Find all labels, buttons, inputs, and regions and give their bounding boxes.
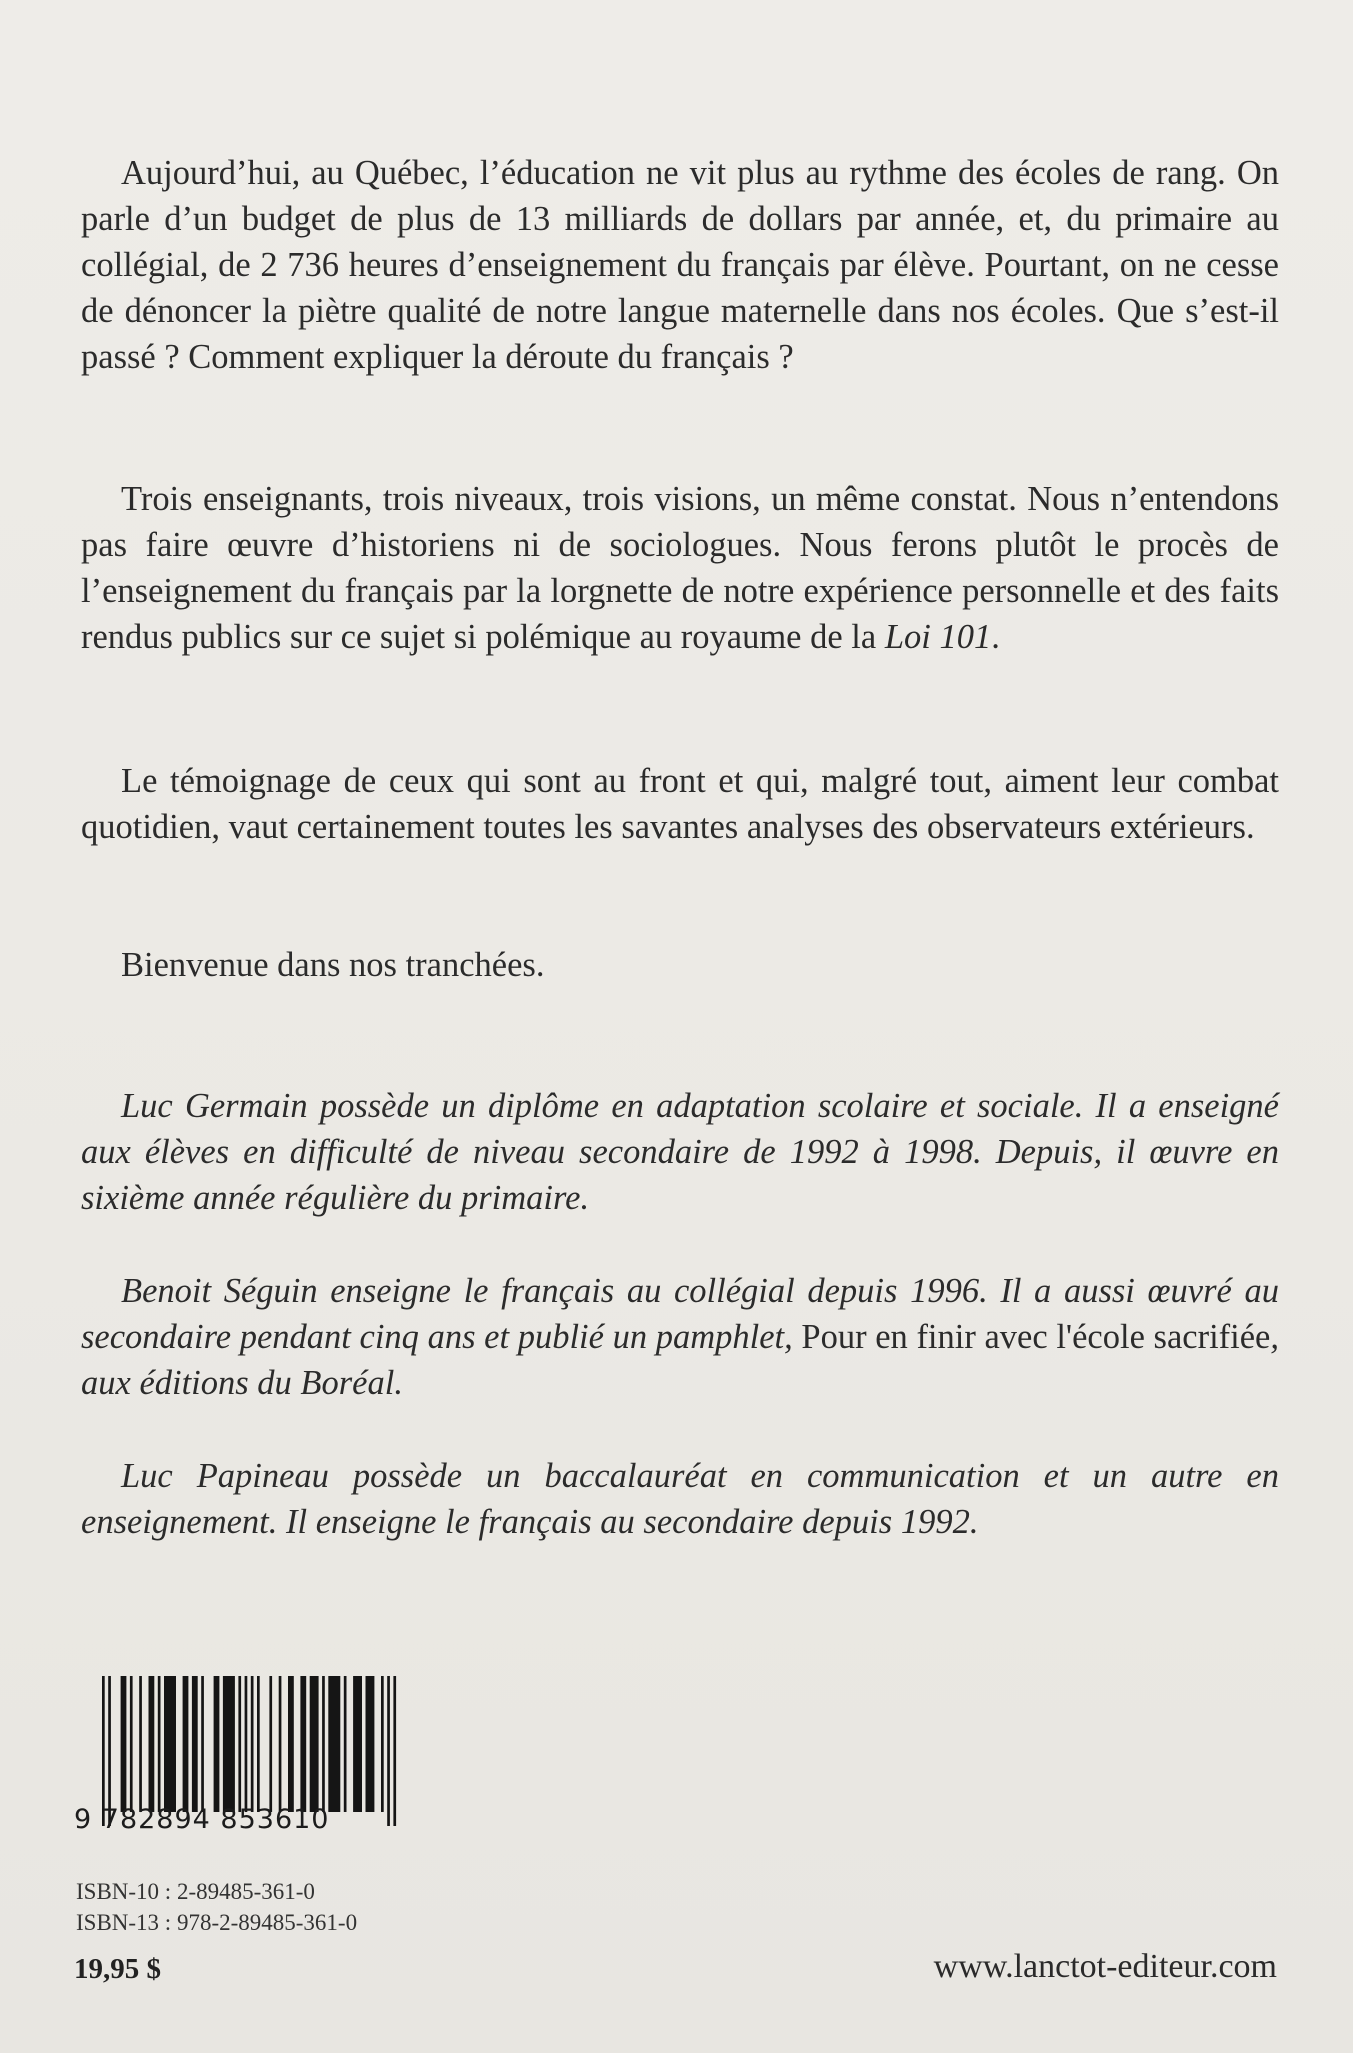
barcode-bar xyxy=(201,1676,204,1812)
authors-paragraph-end: . xyxy=(991,618,1000,656)
law-title: Loi 101 xyxy=(884,618,992,656)
barcode-bar xyxy=(353,1676,362,1812)
bio-benoit-seguin-text: Benoit Séguin enseigne le français au collégial depuis 1996. Il a aussi œuvré au secondaire pendant cinq ans et publié un pamphlet, xyxy=(81,1272,1279,1356)
barcode-bar xyxy=(279,1676,282,1812)
barcode-bar xyxy=(387,1676,390,1826)
barcode-bar xyxy=(130,1676,133,1812)
isbn-10: ISBN-10 : 2-89485-361-0 xyxy=(76,1879,315,1904)
barcode-bar xyxy=(183,1676,189,1812)
bio-luc-germain: Luc Germain possède un diplôme en adaptation scolaire et sociale. Il a enseigné aux élèves en difficulté de niveau secondaire de 1992 à 1998. Depuis, il œuvre en sixième année régulière du primaire. xyxy=(81,1087,1279,1217)
barcode-bar xyxy=(245,1676,248,1812)
barcode-bar xyxy=(257,1676,260,1812)
bio-luc-papineau: Luc Papineau possède un baccalauréat en communication et un autre en enseignement. Il enseigne le français au secondaire depuis 1992. xyxy=(81,1457,1279,1541)
barcode-bar xyxy=(366,1676,375,1812)
barcode-bar xyxy=(214,1676,220,1812)
intro-paragraph: Aujourd’hui, au Québec, l’éducation ne vit plus au rythme des écoles de rang. On parle d’un budget de plus de 13 milliards de dollars par année, et, du primaire au collégial, de 2 736 heures d’enseignement du français par élève. Pourtant, on ne cesse de dénoncer la piètre qualité de notre langue maternelle dans nos écoles. Que s’est-il passé ? Comment expliquer la déroute du français ? xyxy=(81,154,1279,376)
barcode-bar xyxy=(121,1676,127,1812)
barcode-bar xyxy=(344,1676,347,1812)
barcode-bar xyxy=(238,1676,241,1812)
publisher-website: www.lanctot-editeur.com xyxy=(933,1948,1277,1985)
barcode-digits: 9 782894 853610 xyxy=(74,1804,330,1835)
bio-benoit-seguin xyxy=(81,1268,1279,1406)
price: 19,95 $ xyxy=(74,1953,161,1985)
barcode-bar xyxy=(393,1676,396,1826)
testimony-paragraph: Le témoignage de ceux qui sont au front et qui, malgré tout, aiment leur combat quotidien, vaut certainement toutes les savantes analyses des observateurs extérieurs. xyxy=(81,762,1279,846)
barcode-bar xyxy=(269,1676,272,1812)
barcode-bar xyxy=(328,1676,340,1812)
barcode-bar xyxy=(288,1676,294,1812)
barcode-bar xyxy=(381,1676,384,1812)
barcode-bar xyxy=(310,1676,319,1812)
authors-paragraph xyxy=(81,476,1279,660)
barcode-bar xyxy=(223,1676,235,1812)
isbn-13: ISBN-13 : 978-2-89485-361-0 xyxy=(76,1910,358,1935)
barcode-bar xyxy=(158,1676,161,1812)
barcode-bar xyxy=(164,1676,176,1812)
barcode-bar xyxy=(251,1676,254,1812)
welcome-line: Bienvenue dans nos tranchées. xyxy=(121,946,545,984)
barcode-bar xyxy=(149,1676,155,1812)
barcode-bar xyxy=(300,1676,306,1812)
authors-paragraph-text: Trois enseignants, trois niveaux, trois visions, un même constat. Nous n’entendons pas faire œuvre d’historiens ni de sociologues. Nous ferons plutôt le procès de l’enseignement du français par la lorgnette de notre expérience personnelle et des faits rendus publics sur ce sujet si polémique au royaume de la xyxy=(81,480,1279,656)
barcode-bar xyxy=(192,1676,198,1812)
barcode-bar xyxy=(139,1676,142,1812)
pamphlet-title: Pour en finir avec l'école sacrifiée xyxy=(801,1318,1271,1356)
barcode-bar xyxy=(322,1676,325,1812)
bio-benoit-seguin-end: , aux éditions du Boréal. xyxy=(81,1318,1279,1402)
